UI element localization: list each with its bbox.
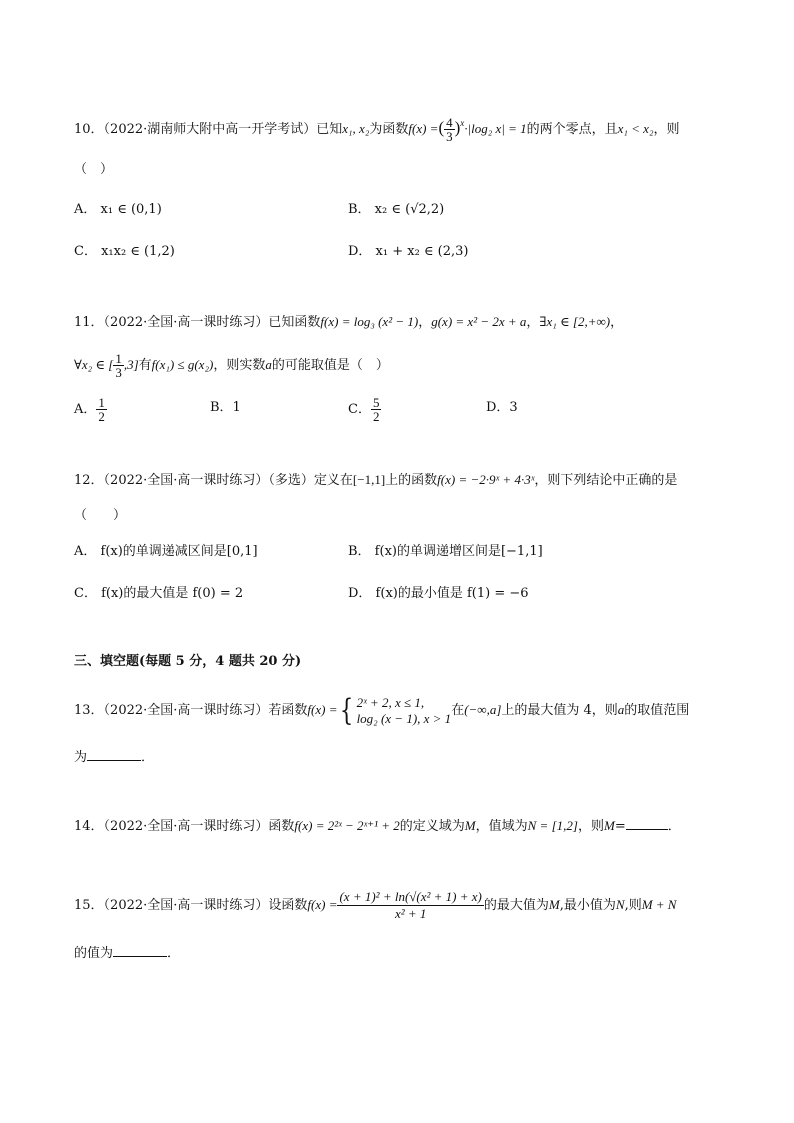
- q12-paren: （ ）: [74, 508, 127, 523]
- q15-text-a: 15．（2022·全国·高一课时练习）设函数: [74, 898, 308, 913]
- q13-text-f: ．: [141, 750, 155, 765]
- q15-answer-blank[interactable]: [113, 944, 167, 957]
- q10-option-c: C． x₁x₂ ∈ (1,2): [74, 244, 175, 259]
- q12-option-d: D． f(x)的最小值是 f(1) = −6: [348, 586, 529, 601]
- q11-fraction: [113, 352, 124, 379]
- q11-exists: ∃x₁ ∈ [2,+∞): [539, 314, 611, 329]
- q11-a-var: a: [265, 357, 272, 372]
- q11-c-fraction: [371, 396, 382, 423]
- q15-text-f: ．: [167, 946, 181, 961]
- q14-text-a: 14．（2022·全国·高一课时练习）函数: [74, 819, 295, 834]
- q15-m-plus-n: M + N: [641, 897, 677, 912]
- q13-text-b: 在: [451, 703, 465, 718]
- q11-frac-den: 3: [115, 365, 122, 380]
- q11-a-num: 1: [98, 395, 105, 410]
- q15-text-b: 的最大值为: [483, 898, 549, 913]
- q12-option-c: C． f(x)的最大值是 f(0) = 2: [74, 586, 244, 601]
- q13-stem-line1: [74, 694, 689, 727]
- q14-text-b: 的定义域为: [399, 819, 465, 834]
- q13-text-a: 13．（2022·全国·高一课时练习）若函数: [74, 703, 308, 718]
- q10-stem: [74, 116, 680, 143]
- q11-forall-post: ,3]: [123, 357, 139, 372]
- q12-option-b: B． f(x)的单调递增区间是[−1,1]: [348, 544, 543, 559]
- q10-text-a: 10．（2022·湖南师大附中高一开学考试）已知: [74, 122, 343, 137]
- q15-stem-line2: [74, 944, 180, 964]
- q11-c-num: 5: [372, 395, 380, 410]
- q11-sep1: ，: [418, 315, 432, 330]
- q10-frac-num: 4: [446, 115, 453, 130]
- q14-text-f: ．: [667, 819, 681, 834]
- q11-text-c: ，则实数: [213, 358, 266, 373]
- q12-text-b: 上的函数: [385, 473, 438, 488]
- q11-option-b: B．1: [210, 400, 241, 415]
- q15-numerator: (x + 1)² + ln(√(x² + 1) + x): [339, 889, 482, 904]
- q12-text-c: ，则下列结论中正确的是: [534, 473, 678, 488]
- q11-text-d: 的可能取值是（ ）: [271, 358, 389, 373]
- q10-rparen: ): [454, 118, 461, 137]
- q13-a-var: a: [617, 702, 625, 717]
- q10-abs-log: ·|log₂ x| = 1: [464, 121, 527, 136]
- q13-piecewise: [357, 695, 452, 727]
- q11-g: g(x) = x² − 2x + a: [431, 314, 527, 329]
- q11-stem-line1: [74, 312, 623, 333]
- q14-m2: M: [603, 818, 615, 833]
- q10-vars: x₁, x₂: [342, 121, 370, 136]
- q14-answer-blank[interactable]: [626, 817, 668, 830]
- q15-fraction: [337, 889, 483, 922]
- q11-sep3: ，: [610, 315, 624, 330]
- q15-f-lhs: f(x) =: [307, 897, 338, 912]
- q13-text-d: 的取值范围: [624, 703, 690, 718]
- q13-case2: log₂ (x − 1), x > 1: [356, 710, 452, 726]
- q14-f: f(x) = 2²ˣ − 2ˣ⁺¹ + 2: [294, 818, 400, 833]
- q12-f: f(x) = −2·9ˣ + 4·3ˣ: [437, 472, 535, 487]
- q15-text-c: ,最小值为: [559, 898, 616, 913]
- q11-c-den: 2: [372, 409, 380, 424]
- q10-frac-den: 3: [446, 129, 453, 144]
- q11-text-a: 11．（2022·全国·高一课时练习）已知函数: [74, 315, 321, 330]
- q11-stem-line2: [74, 352, 389, 379]
- q13-brace: {: [340, 692, 354, 728]
- q13-stem-line2: [74, 748, 154, 768]
- q14-m: M: [464, 818, 476, 833]
- q11-sep2: ，: [526, 315, 540, 330]
- q13-answer-blank[interactable]: [87, 748, 141, 761]
- q14-equals: =: [614, 819, 626, 834]
- q13-case1: 2ˣ + 2, x ≤ 1,: [356, 694, 425, 710]
- q11-c-label: C．: [348, 402, 371, 417]
- q11-inequality: f(x₁) ≤ g(x₂): [151, 357, 214, 372]
- q11-option-d: D．3: [486, 400, 518, 415]
- q14-text-c: ，值域为: [475, 819, 528, 834]
- q11-f: f(x) = log₃ (x² − 1): [320, 314, 419, 329]
- section-heading: 三、填空题(每题 5 分，4 题共 20 分): [74, 654, 302, 669]
- q10-exponent: x: [460, 118, 465, 128]
- q14-text-d: ，则: [577, 819, 604, 834]
- q13-f-lhs: f(x) =: [307, 702, 338, 717]
- q11-frac-num: 1: [115, 351, 122, 366]
- q11-forall-pre: ∀x₂ ∈ [: [74, 357, 114, 372]
- q10-lparen: (: [438, 118, 445, 137]
- q10-condition: x₁ < x₂: [617, 121, 654, 136]
- q15-stem-line1: [74, 888, 676, 923]
- q11-option-c: [348, 396, 381, 423]
- q11-text-b: 有: [138, 358, 152, 373]
- q10-paren: （ ）: [74, 162, 114, 177]
- q13-text-c: 上的最大值为 4，则: [501, 703, 618, 718]
- q10-option-a: A． x₁ ∈ (0,1): [74, 202, 162, 217]
- q10-text-c: 的两个零点，且: [526, 122, 618, 137]
- q14-n: N = [1,2]: [527, 818, 578, 833]
- q11-a-den: 2: [98, 409, 105, 424]
- q12-stem: [74, 470, 677, 491]
- q15-text-e: 的值为: [74, 946, 114, 961]
- q15-denominator: x² + 1: [394, 906, 427, 921]
- q10-option-d: D． x₁ + x₂ ∈ (2,3): [348, 244, 469, 259]
- q10-text-b: 为函数: [369, 122, 409, 137]
- q11-a-fraction: [96, 396, 107, 423]
- q10-option-b: B． x₂ ∈ (√2,2): [348, 202, 445, 217]
- q10-text-d: ，则: [653, 122, 680, 137]
- q10-fraction: [444, 116, 455, 143]
- q15-n: N: [615, 897, 625, 912]
- q11-a-label: A．: [74, 402, 97, 417]
- q13-interval: (−∞,a]: [464, 702, 502, 717]
- q10-f-lhs: f(x) =: [408, 121, 439, 136]
- q13-text-e: 为: [74, 750, 88, 765]
- q12-option-a: A． f(x)的单调递减区间是[0,1]: [74, 544, 258, 559]
- q15-m: M: [548, 897, 560, 912]
- q15-text-d: ,则: [624, 898, 642, 913]
- q12-text-a: 12．（2022·全国·高一课时练习）（多选）定义在: [74, 473, 353, 488]
- q12-interval: [−1,1]: [352, 472, 386, 487]
- q11-option-a: [74, 396, 107, 423]
- q14-stem: [74, 816, 681, 837]
